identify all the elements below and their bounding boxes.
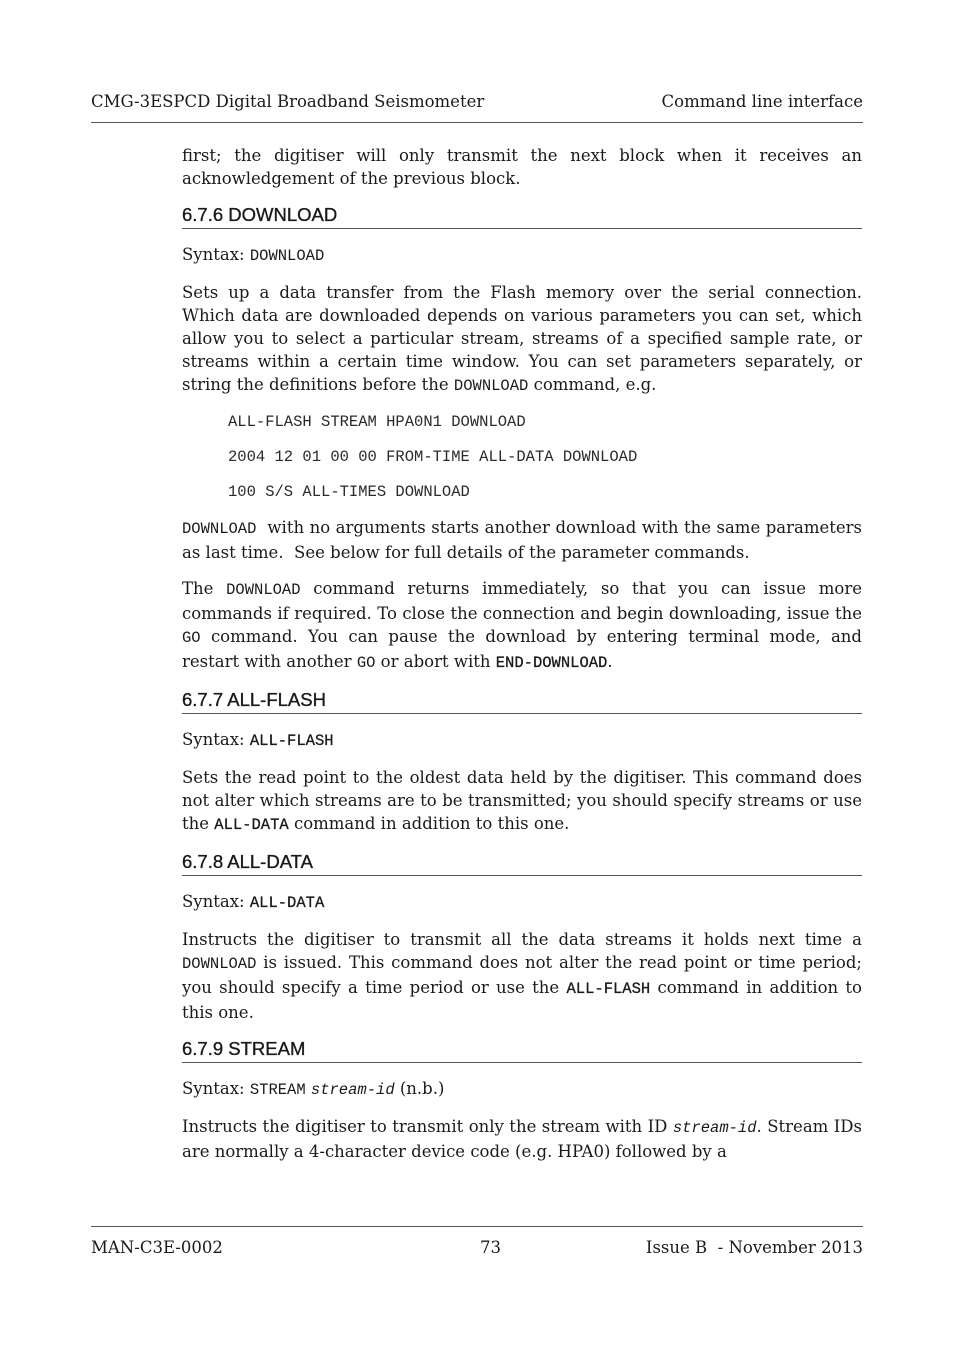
example-command-3: 100 S/S ALL-TIMES DOWNLOAD bbox=[228, 483, 470, 501]
syntax-label: Syntax: bbox=[182, 245, 245, 264]
syntax-download bbox=[182, 243, 862, 268]
text-run: Instructs the digitiser to transmit only the stream with ID bbox=[182, 1117, 673, 1136]
footer-issue-date: Issue B - November 2013 bbox=[645, 1238, 863, 1257]
text-run: command. You can pause the download by entering terminal mode, and restart with another bbox=[182, 627, 862, 671]
page-footer bbox=[91, 1226, 863, 1267]
syntax-command: ALL-DATA bbox=[249, 894, 325, 912]
page-header bbox=[91, 88, 863, 123]
section-heading-all-flash: 6.7.7 ALL-FLASH bbox=[182, 688, 862, 714]
footer-document-code: MAN-C3E-0002 bbox=[91, 1238, 223, 1257]
inline-command: ALL-FLASH bbox=[566, 980, 651, 998]
inline-argument: stream-id bbox=[672, 1119, 757, 1137]
inline-command: DOWNLOAD bbox=[226, 581, 301, 599]
text-run: Sets up a data transfer from the Flash memory over the serial connection. Which data are downloaded depends on various parameters you can set, which allow you to select a particular stream, streams of a specified sample rate, or streams within a certain time window. You can set parameters separately, or string the definitions before the bbox=[182, 283, 862, 394]
download-paragraph-3 bbox=[182, 577, 862, 675]
inline-command: DOWNLOAD bbox=[182, 955, 257, 973]
text-run: Instructs the digitiser to transmit all the data streams it holds next time a bbox=[182, 930, 862, 949]
page-body bbox=[182, 144, 868, 1176]
text-run: command, e.g. bbox=[528, 375, 657, 394]
section-heading-download: 6.7.6 DOWNLOAD bbox=[182, 203, 862, 229]
text-run: The bbox=[182, 579, 227, 598]
inline-command: GO bbox=[182, 629, 201, 647]
inline-command: END-DOWNLOAD bbox=[495, 654, 608, 672]
syntax-command: DOWNLOAD bbox=[249, 247, 325, 265]
syntax-label: Syntax: bbox=[182, 1079, 245, 1098]
header-section-title: Command line interface bbox=[661, 92, 863, 111]
syntax-label: Syntax: bbox=[182, 730, 245, 749]
syntax-command: STREAM bbox=[249, 1081, 306, 1099]
syntax-command: ALL-FLASH bbox=[249, 732, 334, 750]
all-data-paragraph bbox=[182, 928, 862, 1024]
intro-paragraph: first; the digitiser will only transmit the next block when it receives an acknowledgement of the previous block. bbox=[182, 146, 862, 188]
header-document-title: CMG-3ESPCD Digital Broadband Seismometer bbox=[91, 92, 485, 111]
inline-command: ALL-DATA bbox=[214, 816, 289, 834]
text-run: Sets the read point to the oldest data held by the digitiser. This command does not alter which streams are to be transmitted; you should specify streams or use the bbox=[182, 768, 862, 833]
syntax-argument: stream-id bbox=[310, 1081, 395, 1099]
section-heading-stream: 6.7.9 STREAM bbox=[182, 1037, 862, 1063]
download-paragraph-2 bbox=[182, 516, 868, 564]
text-run: . Stream IDs are normally a 4-character device code (e.g. HPA0) followed by a bbox=[182, 1117, 862, 1161]
text-run: with no arguments starts another download with the same parameters as last time. See below for full details of the parameter commands. bbox=[182, 518, 868, 562]
text-run: command returns immediately, so that you can issue more commands if required. To close the connection and begin downloading, issue the bbox=[182, 579, 862, 623]
download-paragraph-1 bbox=[182, 281, 862, 398]
syntax-note: (n.b.) bbox=[394, 1079, 445, 1098]
syntax-label: Syntax: bbox=[182, 892, 245, 911]
text-run: is issued. This command does not alter the read point or time period; you should specify a time period or use the bbox=[182, 953, 862, 997]
inline-command: DOWNLOAD bbox=[453, 377, 529, 395]
text-run: command in addition to this one. bbox=[288, 814, 570, 833]
section-heading-all-data: 6.7.8 ALL-DATA bbox=[182, 850, 862, 876]
inline-command: GO bbox=[356, 654, 376, 672]
text-run: or abort with bbox=[375, 652, 496, 671]
example-command-1: ALL-FLASH STREAM HPA0N1 DOWNLOAD bbox=[228, 413, 526, 431]
syntax-stream bbox=[182, 1077, 862, 1102]
inline-command: DOWNLOAD bbox=[182, 520, 257, 538]
syntax-all-data bbox=[182, 890, 862, 915]
footer-page-number: 73 bbox=[480, 1238, 501, 1257]
all-flash-paragraph bbox=[182, 766, 862, 837]
syntax-all-flash bbox=[182, 728, 862, 753]
text-run: . bbox=[607, 652, 613, 671]
example-command-2: 2004 12 01 00 00 FROM-TIME ALL-DATA DOWNLOAD bbox=[228, 448, 638, 466]
text-run: command in addition to this one. bbox=[182, 978, 862, 1022]
stream-paragraph bbox=[182, 1115, 862, 1163]
